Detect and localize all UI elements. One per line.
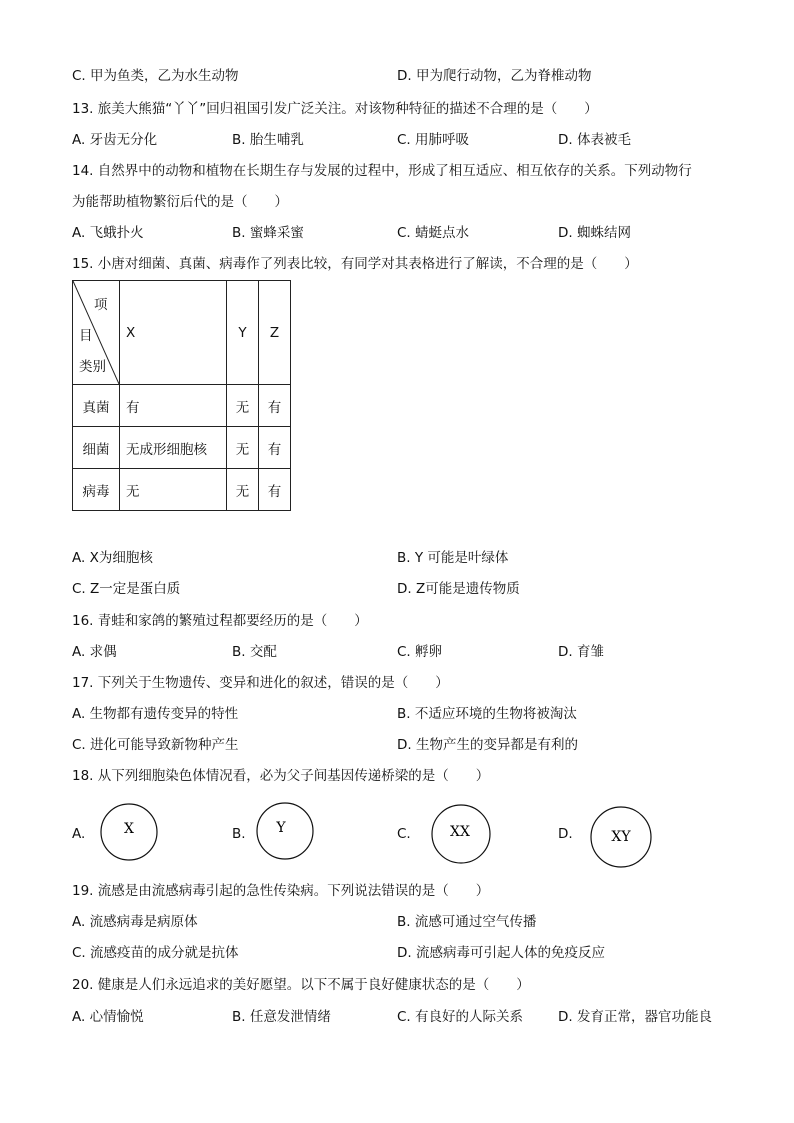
q19-option-b: B. 流感可通过空气传播 [397, 914, 537, 930]
header-x: X [120, 281, 227, 385]
corner-label-top: 项 [94, 297, 108, 313]
chromosome-label-x: X [124, 821, 134, 837]
q14-option-b: B. 蜜蜂采蜜 [232, 225, 304, 241]
cell-y: 无 [227, 469, 259, 511]
q12-option-c: C. 甲为鱼类，乙为水生动物 [72, 68, 239, 84]
q16-stem: 16. 青蛙和家鸽的繁殖过程都要经历的是（ ） [72, 613, 368, 629]
corner-label-mid: 目 [79, 328, 93, 344]
q13-option-a: A. 牙齿无分化 [72, 132, 158, 148]
table-header-row [73, 281, 291, 385]
q18-stem: 18. 从下列细胞染色体情况看，必为父子间基因传递桥梁的是（ ） [72, 768, 490, 784]
corner-label-bottom: 类别 [79, 359, 106, 375]
q18-option-c-label: C. [397, 826, 411, 842]
q14-option-a: A. 飞蛾扑火 [72, 225, 144, 241]
chromosome-label-xy: XY [611, 829, 631, 845]
q17-option-c: C. 进化可能导致新物种产生 [72, 737, 239, 753]
table-row [73, 469, 291, 511]
q19-option-c: C. 流感疫苗的成分就是抗体 [72, 945, 239, 961]
q20-option-b: B. 任意发泄情绪 [232, 1009, 331, 1025]
q18-option-a-label: A. [72, 826, 86, 842]
q19-option-a: A. 流感病毒是病原体 [72, 914, 198, 930]
q17-option-a: A. 生物都有遗传变异的特性 [72, 706, 239, 722]
table-corner-cell [73, 281, 120, 385]
q15-stem: 15. 小唐对细菌、真菌、病毒作了列表比较，有同学对其表格进行了解读，不合理的是（ ） [72, 256, 638, 272]
q15-option-d: D. Z可能是遗传物质 [397, 581, 520, 597]
q15-option-c: C. Z一定是蛋白质 [72, 581, 181, 597]
row-name: 病毒 [73, 469, 120, 511]
q17-option-b: B. 不适应环境的生物将被淘汰 [397, 706, 577, 722]
q20-option-c: C. 有良好的人际关系 [397, 1009, 524, 1025]
q20-stem: 20. 健康是人们永远追求的美好愿望。以下不属于良好健康状态的是（ ） [72, 977, 530, 993]
chromosome-label-xx: XX [450, 824, 470, 840]
cell-y: 无 [227, 385, 259, 427]
cell-x: 无成形细胞核 [120, 427, 227, 469]
cell-circle-x [100, 803, 160, 865]
q14-option-d: D. 蜘蛛结网 [558, 225, 631, 241]
cell-z: 有 [259, 385, 291, 427]
cell-x: 无 [120, 469, 227, 511]
q16-option-c: C. 孵卵 [397, 644, 443, 660]
q16-option-a: A. 求偶 [72, 644, 117, 660]
table-row [73, 385, 291, 427]
header-z: Z [259, 281, 291, 385]
chromosome-label-y: Y [276, 820, 286, 836]
q20-option-a: A. 心情愉悦 [72, 1009, 144, 1025]
row-name: 真菌 [73, 385, 120, 427]
q14-stem-line2: 为能帮助植物繁衍后代的是（ ） [72, 194, 288, 210]
header-y: Y [227, 281, 259, 385]
q16-option-b: B. 交配 [232, 644, 277, 660]
cell-z: 有 [259, 469, 291, 511]
comparison-table [72, 280, 291, 511]
q13-option-d: D. 体表被毛 [558, 132, 631, 148]
table-row [73, 427, 291, 469]
q13-option-b: B. 胎生哺乳 [232, 132, 304, 148]
q12-option-d: D. 甲为爬行动物，乙为脊椎动物 [397, 68, 592, 84]
cell-circle-xx [431, 804, 491, 868]
q14-option-c: C. 蜻蜓点水 [397, 225, 470, 241]
q19-stem: 19. 流感是由流感病毒引起的急性传染病。下列说法错误的是（ ） [72, 883, 490, 899]
q16-option-d: D. 育雏 [558, 644, 604, 660]
cell-circle-y [256, 802, 316, 864]
q18-option-d-label: D. [558, 826, 573, 842]
q14-stem-line1: 14. 自然界中的动物和植物在长期生存与发展的过程中，形成了相互适应、相互依存的关系。下列动物行 [72, 163, 692, 179]
q15-option-b: B. Y 可能是叶绿体 [397, 550, 509, 566]
cell-x: 有 [120, 385, 227, 427]
q18-option-b-label: B. [232, 826, 246, 842]
cell-y: 无 [227, 427, 259, 469]
q17-option-d: D. 生物产生的变异都是有利的 [397, 737, 578, 753]
q19-option-d: D. 流感病毒可引起人体的免疫反应 [397, 945, 605, 961]
row-name: 细菌 [73, 427, 120, 469]
q13-stem: 13. 旅美大熊猫“丫丫”回归祖国引发广泛关注。对该物种特征的描述不合理的是（ ） [72, 101, 598, 117]
q17-stem: 17. 下列关于生物遗传、变异和进化的叙述，错误的是（ ） [72, 675, 449, 691]
cell-z: 有 [259, 427, 291, 469]
cell-circle-xy [590, 806, 652, 872]
q15-option-a: A. X为细胞核 [72, 550, 153, 566]
q13-option-c: C. 用肺呼吸 [397, 132, 470, 148]
q20-option-d: D. 发育正常，器官功能良 [558, 1009, 712, 1025]
